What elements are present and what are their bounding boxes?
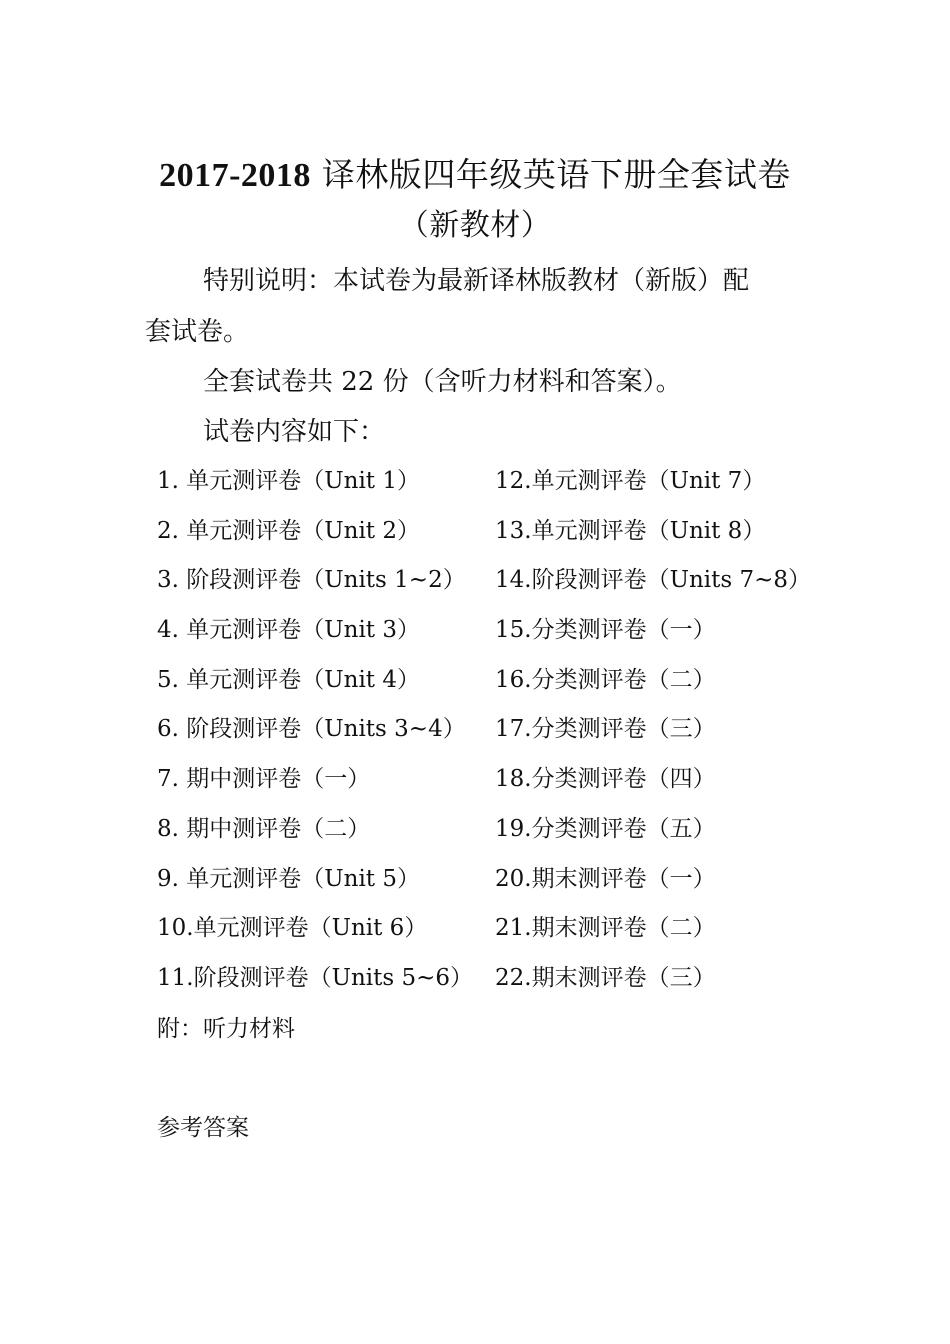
- toc-item: 16.分类测评卷（二）: [495, 666, 716, 693]
- toc-item: 9. 单元测评卷（Unit 5）: [157, 865, 420, 892]
- special-note-line-2: 套试卷。: [145, 317, 250, 347]
- toc-item: 15.分类测评卷（一）: [495, 617, 716, 644]
- toc-item: 13.单元测评卷（Unit 8）: [495, 517, 766, 544]
- title-text: 译林版四年级英语下册全套试卷: [310, 155, 791, 194]
- document-subtitle: （新教材）: [398, 208, 552, 243]
- reference-answers: 参考答案: [157, 1115, 249, 1141]
- toc-item: 6. 阶段测评卷（Units 3~4）: [157, 716, 466, 743]
- toc-row: [157, 515, 857, 565]
- toc-item: 19.分类测评卷（五）: [495, 815, 716, 842]
- toc-item: 20.期末测评卷（一）: [495, 865, 716, 892]
- toc-item: 12.单元测评卷（Unit 7）: [495, 468, 766, 494]
- toc-item: 21.期末测评卷（二）: [495, 915, 716, 942]
- contents-intro: 试卷内容如下：: [203, 417, 386, 447]
- toc-item: 2. 单元测评卷（Unit 2）: [157, 517, 420, 544]
- toc-item: 22.期末测评卷（三）: [495, 964, 716, 991]
- toc-item: 17.分类测评卷（三）: [495, 716, 716, 743]
- table-of-contents: [157, 465, 857, 1012]
- toc-row: [157, 912, 857, 962]
- toc-row: [157, 664, 857, 714]
- toc-item: 14.阶段测评卷（Units 7~8）: [495, 567, 812, 594]
- special-note-line-1: 特别说明：本试卷为最新译林版教材（新版）配: [203, 266, 750, 296]
- toc-item: 18.分类测评卷（四）: [495, 766, 716, 793]
- toc-row: [157, 614, 857, 664]
- document-title: [0, 153, 950, 198]
- toc-row: [157, 763, 857, 813]
- paper-count-line: 全套试卷共 22 份（含听力材料和答案）。: [203, 367, 682, 397]
- toc-item: 10.单元测评卷（Unit 6）: [157, 915, 428, 942]
- toc-item: 1. 单元测评卷（Unit 1）: [157, 468, 420, 494]
- toc-item: 7. 期中测评卷（一）: [157, 766, 371, 793]
- toc-row: [157, 863, 857, 913]
- toc-item: 3. 阶段测评卷（Units 1~2）: [157, 567, 466, 594]
- toc-row: [157, 465, 857, 515]
- toc-row: [157, 813, 857, 863]
- toc-row: [157, 713, 857, 763]
- toc-item: 11.阶段测评卷（Units 5~6）: [157, 964, 474, 991]
- title-year: 2017-2018: [159, 157, 311, 194]
- toc-row: [157, 564, 857, 614]
- toc-row: [157, 962, 857, 1012]
- toc-item: 5. 单元测评卷（Unit 4）: [157, 666, 420, 693]
- toc-item: 4. 单元测评卷（Unit 3）: [157, 617, 420, 644]
- appendix-listening-materials: 附：听力材料: [157, 1016, 295, 1042]
- toc-item: 8. 期中测评卷（二）: [157, 815, 371, 842]
